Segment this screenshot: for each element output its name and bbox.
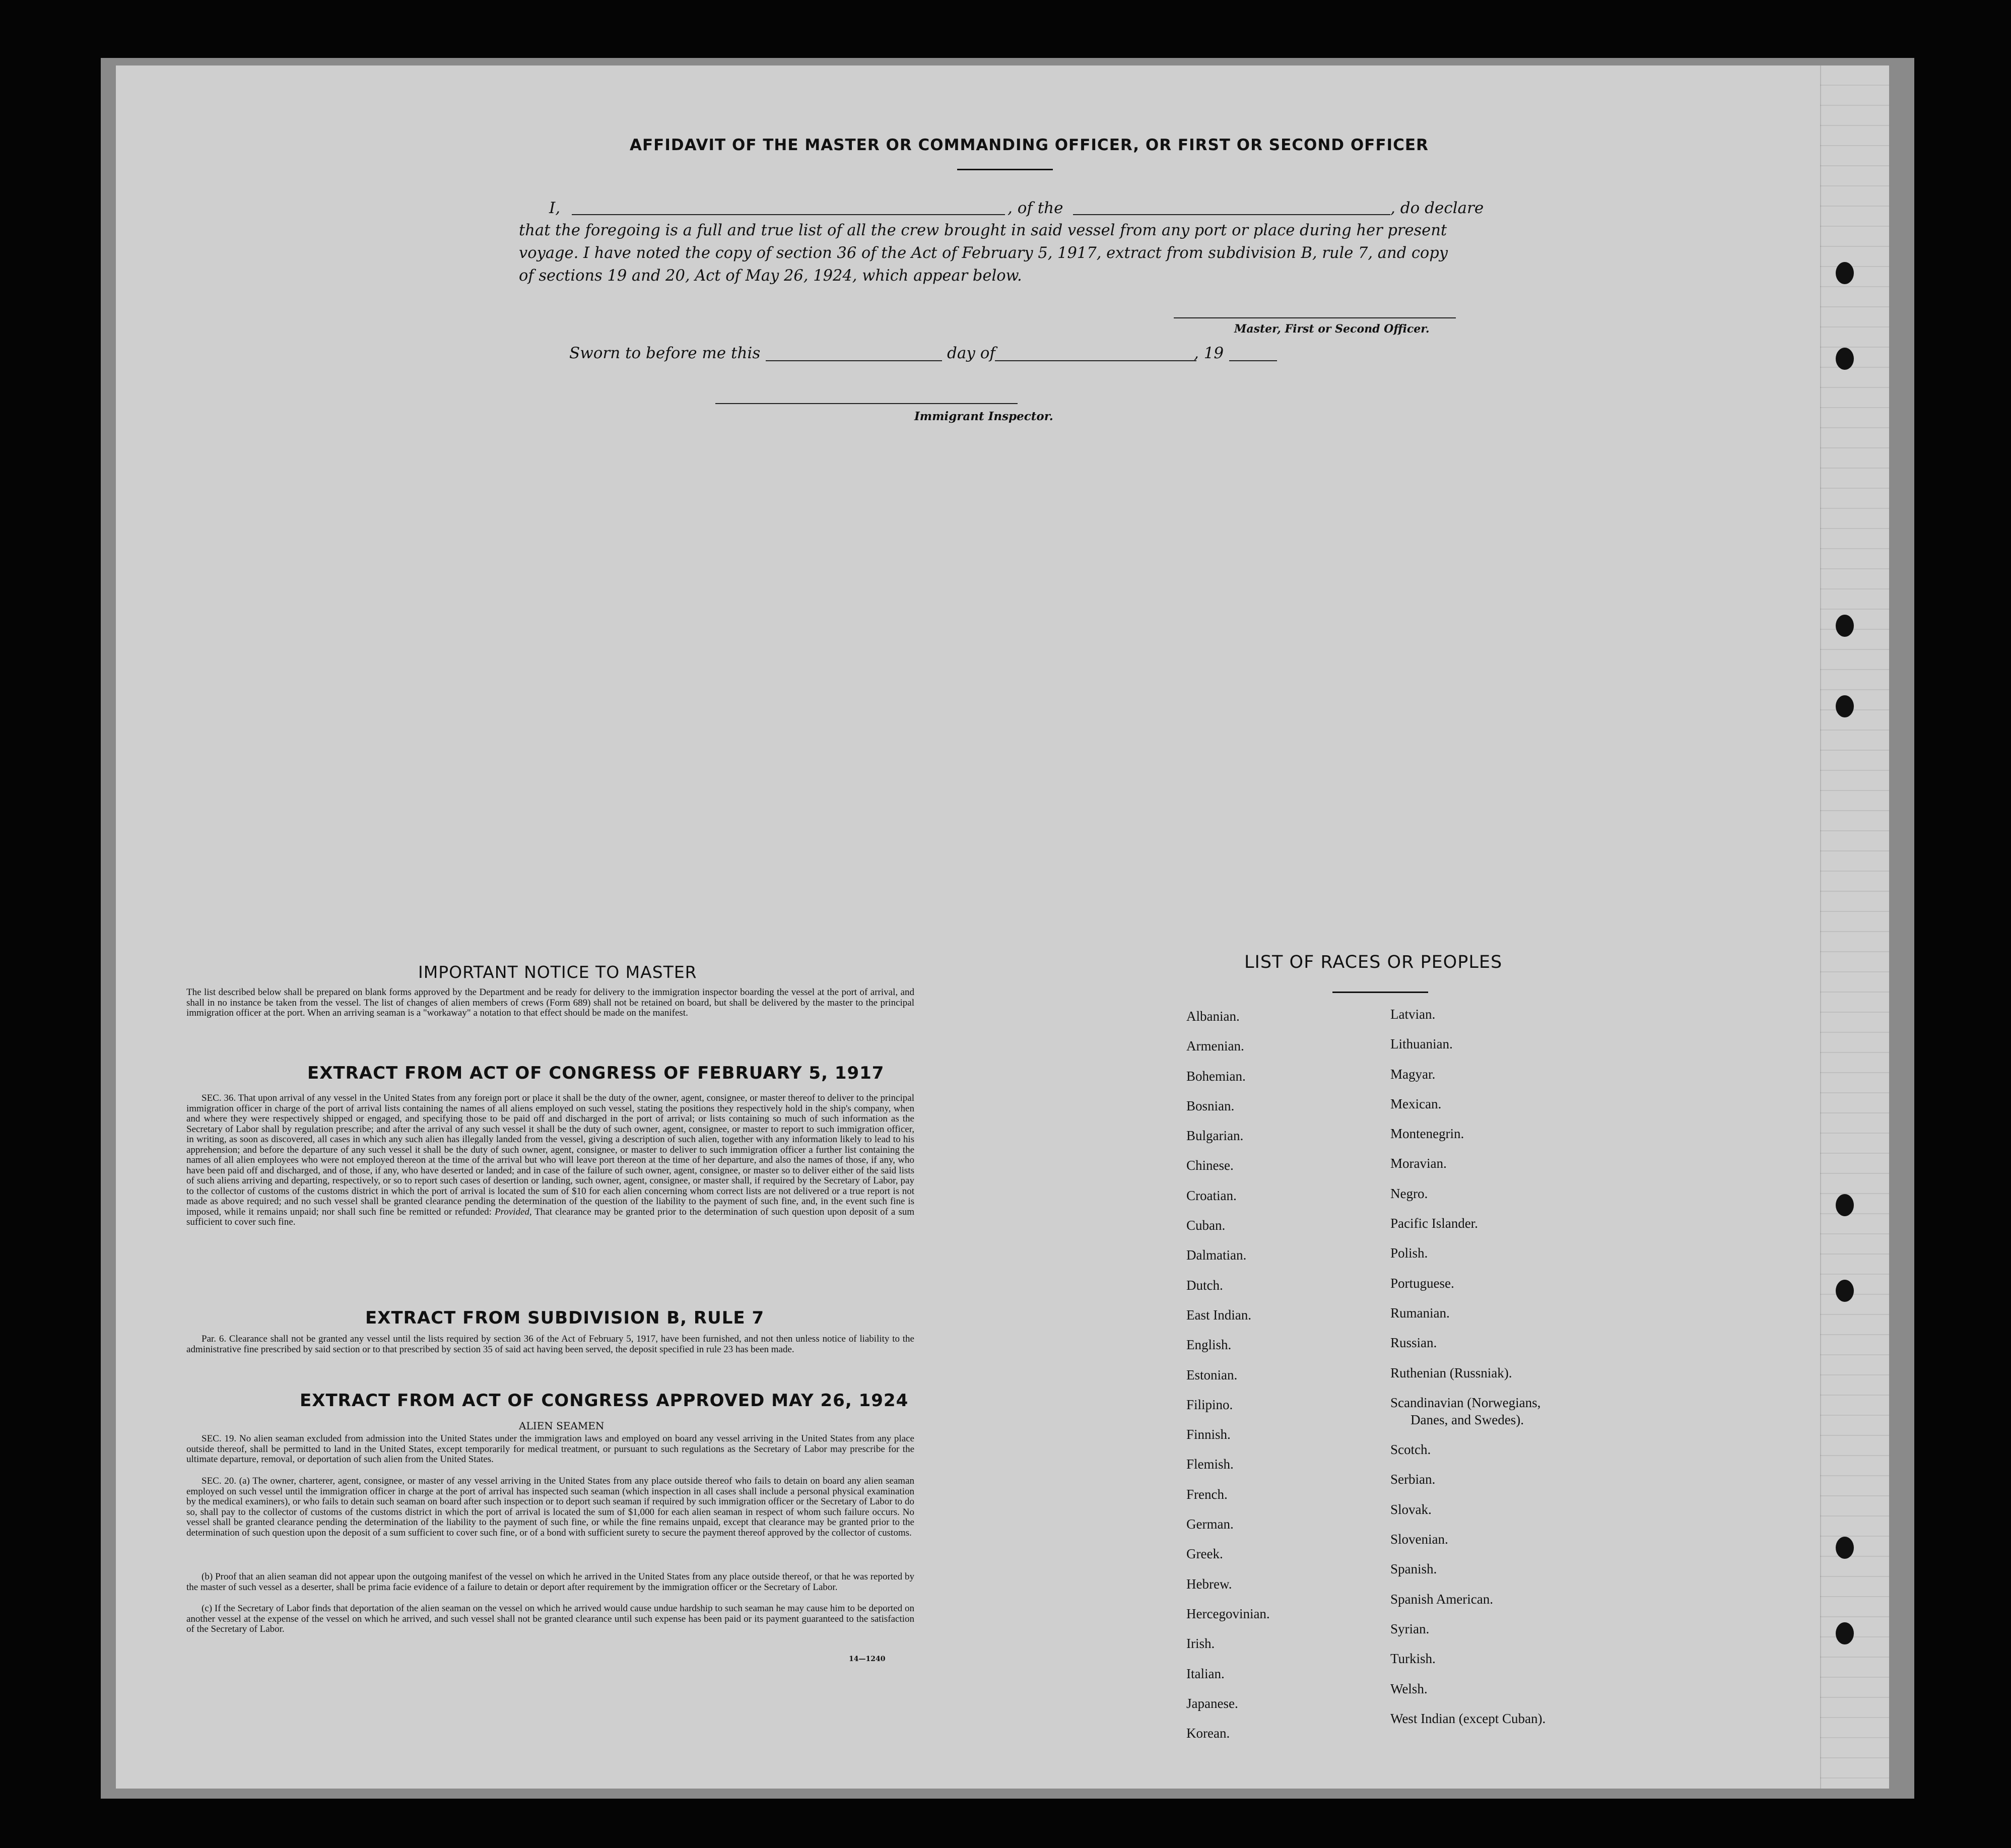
year-blank: [1229, 360, 1277, 361]
sworn-day-blank: [766, 360, 942, 361]
rule7-body: Par. 6. Clearance shall not be granted any vessel until the lists required by section 36 of the Act of February 5, 1917, have been furnished, and not then unless notice of liability to the administrative fine prescribed by said section or to that prescribed by section 35 of said act having been served, the deposit specified in rule 23 has been made.: [186, 1334, 914, 1355]
sec20a-body: SEC. 20. (a) The owner, charterer, agent, consignee, or master of any vessel arriving in the United States from any place outside thereof who fails to detain on board any alien seaman employed on such vessel until the immigration officer in charge at the port of arrival has inspected such seaman (which inspection in all cases shall include a personal physical examination by the medical examiners), or who fails to detain such seaman on board after such inspection or to deport such seaman if required by such immigration officer or the Secretary of Labor to do so, shall pay to the collector of customs of the customs district in which the port of arrival is located the sum of $1,000 for each alien seaman in respect of whom such failure occurs. No vessel shall be granted clearance pending the determination of the liability to the payment of such fine, or while the fine remains unpaid, except that clearance may be granted prior to the determination of such question upon the deposit of a sum sufficient to cover such fine, or of a bond with sufficient surety to secure the payment thereof approved by the collector of customs.: [186, 1476, 914, 1538]
race-item: Slovenian.: [1390, 1532, 1448, 1547]
race-item: Moravian.: [1390, 1156, 1447, 1171]
race-item: Slovak.: [1390, 1501, 1432, 1517]
race-item: English.: [1186, 1337, 1232, 1353]
race-item: Bohemian.: [1186, 1068, 1246, 1084]
race-item: Turkish.: [1390, 1651, 1436, 1667]
races-title: LIST OF RACES OR PEOPLES: [1244, 952, 1503, 972]
month-blank: [995, 360, 1196, 361]
race-item: Hebrew.: [1186, 1576, 1232, 1592]
race-item: Lithuanian.: [1390, 1036, 1453, 1052]
year-prefix: , 19: [1194, 344, 1224, 362]
race-item: Dutch.: [1186, 1277, 1223, 1293]
extract-rule7-title: EXTRACT FROM SUBDIVISION B, RULE 7: [365, 1308, 765, 1328]
race-item: Ruthenian (Russniak).: [1390, 1365, 1512, 1380]
binder-hole: [1836, 695, 1854, 717]
race-item: Scandinavian (Norwegians,: [1390, 1395, 1541, 1410]
signature-label: Master, First or Second Officer.: [1234, 322, 1430, 336]
extract-1924-title: EXTRACT FROM ACT OF CONGRESS APPROVED MAY 26, 1924: [300, 1391, 909, 1411]
race-item: Syrian.: [1390, 1621, 1430, 1636]
notice-body: The list described below shall be prepared on blank forms approved by the Department and be ready for delivery to the immigration inspector boarding the vessel at the port of arrival, and shall in no instance be taken from the vessel. The list of changes of alien members of crews (Form 689) shall not be retained on board, but shall be delivered by the master to the principal immigration officer at the port. When an arriving seaman is a "workaway" a notation to that effect should be made on the manifest.: [186, 987, 914, 1018]
sec36-end: That clearance may be granted prior to the determination of such question upon deposit of a sum sufficient to cover such fine.: [186, 1206, 914, 1227]
race-item: Spanish.: [1390, 1561, 1437, 1577]
vessel-blank: [1073, 214, 1390, 215]
race-item: Albanian.: [1186, 1009, 1240, 1024]
race-item: Spanish American.: [1390, 1591, 1493, 1607]
race-item: Portuguese.: [1390, 1275, 1454, 1291]
day-of-text: day of: [947, 344, 995, 362]
races-left-column: [1186, 1009, 1270, 1755]
underlying-ruled-page: [1820, 65, 1889, 1789]
binder-hole: [1836, 348, 1854, 370]
inspector-label: Immigrant Inspector.: [914, 410, 1053, 423]
binder-hole: [1836, 1537, 1854, 1559]
race-item: German.: [1186, 1516, 1234, 1532]
race-item: Scotch.: [1390, 1442, 1431, 1458]
race-item: Rumanian.: [1390, 1305, 1450, 1321]
race-item: West Indian (except Cuban).: [1390, 1710, 1546, 1726]
race-item: Polish.: [1390, 1245, 1428, 1261]
race-item: Serbian.: [1390, 1472, 1436, 1487]
sec36-provided: Provided,: [494, 1206, 532, 1217]
extract-1917-title: EXTRACT FROM ACT OF CONGRESS OF FEBRUARY 5, 1917: [307, 1063, 885, 1083]
affidavit-of-the: , of the: [1008, 199, 1063, 217]
race-item: Russian.: [1390, 1335, 1437, 1351]
form-number: 14—1240: [849, 1655, 886, 1663]
binder-hole: [1836, 1622, 1854, 1644]
race-item: Armenian.: [1186, 1038, 1244, 1054]
race-item: Filipino.: [1186, 1397, 1233, 1412]
affidavit-i: I,: [549, 199, 561, 217]
sec19-body: SEC. 19. No alien seaman excluded from admission into the United States under the immigration laws and employed on board any vessel arriving in the United States from any place outside thereof, shall be permitted to land in the United States, except temporarily for medical treatment, or pursuant to such regulations as the Secretary of Labor may prescribe for the ultimate departure, removal, or deportation of such alien from the United States.: [186, 1433, 914, 1465]
races-underline: [1332, 992, 1428, 993]
binder-hole: [1836, 262, 1854, 284]
name-blank: [572, 214, 1005, 215]
race-item: Estonian.: [1186, 1367, 1238, 1382]
binder-hole: [1836, 1280, 1854, 1302]
title-underline: [957, 169, 1053, 170]
affidavit-line3: of sections 19 and 20, Act of May 26, 1924, which appear below.: [519, 267, 1022, 285]
race-item: Pacific Islander.: [1390, 1216, 1478, 1231]
race-item: Chinese.: [1186, 1158, 1234, 1173]
race-item: Finnish.: [1186, 1427, 1231, 1442]
race-item: Mexican.: [1390, 1096, 1442, 1111]
notice-title: IMPORTANT NOTICE TO MASTER: [418, 962, 697, 982]
sworn-text: Sworn to before me this: [569, 344, 761, 362]
race-item: Flemish.: [1186, 1457, 1234, 1472]
race-item: Croatian.: [1186, 1187, 1237, 1203]
affidavit-line1: that the foregoing is a full and true list of all the crew brought in said vessel from any port or place during her present: [519, 222, 1447, 239]
race-item: Negro.: [1390, 1185, 1428, 1201]
race-item: East Indian.: [1186, 1307, 1251, 1323]
inspector-blank: [715, 403, 1018, 404]
race-item: Danes, and Swedes).: [1411, 1412, 1524, 1427]
race-item: Bosnian.: [1186, 1098, 1235, 1113]
race-item: Cuban.: [1186, 1218, 1226, 1233]
race-item: Magyar.: [1390, 1066, 1436, 1082]
affidavit-do-declare: , do declare: [1390, 199, 1484, 217]
race-item: Dalmatian.: [1186, 1247, 1247, 1263]
race-item: Japanese.: [1186, 1695, 1238, 1711]
sec36-body: SEC. 36. That upon arrival of any vessel in the United States from any foreign port or place it shall be the duty of the owner, agent, consignee, or master thereof to deliver to the principal immigration officer in charge of the port of arrival lists containing the names of all aliens employed on such vessel, stating the positions they respectively hold in the ship's company, when and where they were respectively shipped or engaged, and specifying those to be paid off and discharged in the port of arrival; or lists containing so much of such information as the Secretary of Labor shall by regulation prescribe; and after the arrival of any such vessel it shall be the duty of such owner, agent, consignee, or master to report to such immigration officer, in writing, as soon as discovered, all cases in which any such alien has illegally landed from the vessel, giving a description of such alien, together with any information likely to lead to his apprehension; and before the departure of any such vessel it shall be the duty of such owner, agent, consignee, or master to deliver to such immigration officer a further list containing the names of all alien employees who were not employed thereon at the time of the arrival but who will leave port thereon at the time of her departure, and also the names of those, if any, who have been paid off and discharged, and of those, if any, who have deserted or landed; and in case of the failure of such owner, agent, consignee, or master so to deliver either of the said lists of such aliens arriving and departing, respectively, or so to report such cases of desertion or landing, such owner, agent, consignee, or master shall, if required by the Secretary of Labor, pay to the collector of customs of the customs district in which the port of arrival is located the sum of $10 for each alien concerning whom correct lists are not delivered or a true report is not made as above required; and no such vessel shall be granted clearance pending the determination of the question of the liability to the payment of such fine, and, in the event such fine is imposed, while it remains unpaid; nor shall such fine be remitted or refunded:: [186, 1093, 914, 1217]
race-item: Montenegrin.: [1390, 1126, 1464, 1142]
binder-hole: [1836, 1194, 1854, 1216]
race-item: Korean.: [1186, 1726, 1230, 1741]
race-item: Italian.: [1186, 1666, 1225, 1681]
sec20c-body: (c) If the Secretary of Labor finds that deportation of the alien seaman on the vessel on which he arrived would cause undue hardship to such seaman he may cause him to be deported on another vessel at the expense of the vessel on which he arrived, and such vessel shall not be granted clearance until such expense has been paid or its payment guaranteed to the satisfaction of the Secretary of Labor.: [186, 1603, 914, 1634]
race-item: Hercegovinian.: [1186, 1606, 1270, 1621]
sec20b-body: (b) Proof that an alien seaman did not appear upon the outgoing manifest of the vessel on which he arrived in the United States from any place outside thereof, or that he was reported by the master of such vessel as a deserter, shall be prima facie evidence of a failure to detain or deport after requirement by the immigration officer or the Secretary of Labor.: [186, 1571, 914, 1593]
signature-blank: [1174, 317, 1456, 318]
race-item: Latvian.: [1390, 1007, 1436, 1022]
races-right-column: [1390, 1007, 1546, 1741]
race-item: Bulgarian.: [1186, 1128, 1244, 1144]
sec36-text: [186, 1093, 914, 1228]
affidavit-line2: voyage. I have noted the copy of section 36 of the Act of February 5, 1917, extract from subdivision B, rule 7, and copy: [519, 244, 1448, 262]
document-page: [116, 65, 1889, 1789]
race-item: Irish.: [1186, 1636, 1215, 1652]
race-item: Greek.: [1186, 1546, 1223, 1562]
affidavit-title: AFFIDAVIT OF THE MASTER OR COMMANDING OFFICER, OR FIRST OR SECOND OFFICER: [630, 136, 1429, 154]
race-item: Welsh.: [1390, 1681, 1428, 1696]
race-item: French.: [1186, 1486, 1228, 1502]
alien-seamen-subtitle: ALIEN SEAMEN: [519, 1420, 605, 1432]
binder-hole: [1836, 615, 1854, 637]
